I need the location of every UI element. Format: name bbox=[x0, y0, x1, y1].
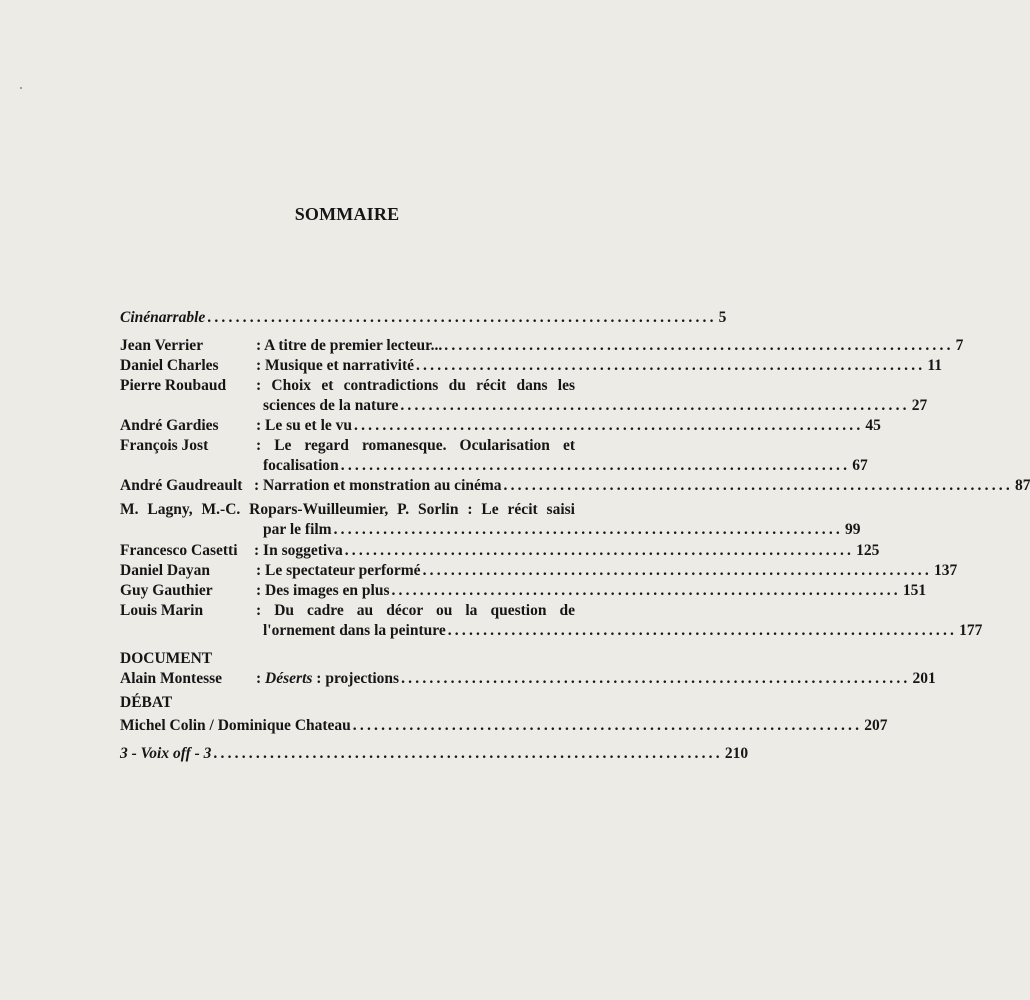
section-heading-debat: DÉBAT bbox=[120, 694, 173, 711]
toc-entry-title-cont: par le film bbox=[263, 521, 332, 538]
toc-title-line: : Le su et le vu ........................................................................ 45 bbox=[256, 417, 881, 434]
toc-title-line: : Le spectateur performé ........................................................................ 137 bbox=[256, 562, 958, 579]
toc-author: Daniel Charles bbox=[120, 357, 219, 374]
toc-entry-title bbox=[256, 669, 399, 689]
dot-leader: ........................................................................ bbox=[213, 745, 723, 762]
toc-author: Michel Colin / Dominique Chateau bbox=[120, 717, 351, 734]
toc-title-line: focalisation ........................................................................ 67 bbox=[263, 457, 868, 474]
toc-title-line: : In soggetiva ........................................................................ 125 bbox=[254, 542, 880, 559]
toc-title-line: sciences de la nature ........................................................................ 27 bbox=[263, 397, 928, 414]
toc-entry-title: 3 - Voix off - 3 bbox=[120, 745, 212, 762]
toc-entry-title-cont: l'ornement dans la peinture bbox=[263, 622, 446, 639]
dot-leader: ........................................................................ bbox=[400, 397, 910, 414]
page-title: SOMMAIRE bbox=[294, 204, 400, 224]
dot-leader: ........................................................................ bbox=[391, 582, 901, 599]
toc-author: Pierre Roubaud bbox=[120, 377, 227, 394]
dot-leader: ........................................................................ bbox=[447, 622, 958, 639]
toc-author: Louis Marin bbox=[120, 602, 204, 619]
toc-entry-title: : Le regard romanesque. Ocularisation et bbox=[256, 437, 575, 454]
dot-leader: ........................................................................ bbox=[352, 717, 863, 734]
toc-title-line: : A titre de premier lecteur... ........................................................................ 7 bbox=[256, 337, 964, 354]
toc-entry-title: : Du cadre au décor ou la question de bbox=[256, 602, 575, 619]
toc-entry-title-cont: sciences de la nature bbox=[263, 397, 399, 414]
title-suffix: : projections bbox=[312, 670, 400, 687]
toc-title-line: par le film ........................................................................ 99 bbox=[263, 521, 861, 538]
toc-author: André Gardies bbox=[120, 417, 219, 434]
title-prefix: : bbox=[256, 670, 266, 687]
dot-leader: ........................................................................ bbox=[401, 670, 911, 687]
paper-speck bbox=[20, 87, 22, 89]
toc-entry-title: : Le su et le vu bbox=[256, 417, 353, 434]
toc-author: Alain Montesse bbox=[120, 670, 223, 687]
toc-entry-title: Cinénarrable bbox=[120, 309, 206, 326]
toc-entry-title: : Narration et monstration au cinéma bbox=[254, 477, 502, 494]
dot-leader: ........................................................................ bbox=[503, 477, 1013, 494]
toc-title-line: : Musique et narrativité ........................................................................ 11 bbox=[256, 357, 943, 374]
toc-entry-voix-off[interactable]: 3 - Voix off - 3 ........................................................................ 210 bbox=[120, 745, 749, 762]
dot-leader: ........................................................................ bbox=[422, 562, 932, 579]
dot-leader: ........................................................................ bbox=[344, 542, 855, 559]
dot-leader: ........................................................................ bbox=[340, 457, 851, 474]
toc-entry-title-cont: focalisation bbox=[263, 457, 339, 474]
dot-leader: ........................................................................ bbox=[207, 309, 717, 326]
toc-entry-debat[interactable]: Michel Colin / Dominique Chateau ........................................................................ 207 bbox=[120, 717, 888, 734]
section-heading-document: DOCUMENT bbox=[120, 650, 213, 667]
toc-author: André Gaudreault bbox=[120, 477, 243, 494]
toc-entry-title: : Musique et narrativité bbox=[256, 357, 414, 374]
toc-author: Francesco Casetti bbox=[120, 542, 238, 559]
toc-entry-title: : Choix et contradictions du récit dans les bbox=[256, 377, 575, 394]
toc-entry-title: : Le spectateur performé bbox=[256, 562, 421, 579]
toc-title-line: : Narration et monstration au cinéma ........................................................................ 87 bbox=[254, 477, 1030, 494]
dot-leader: ........................................................................ bbox=[415, 357, 926, 374]
dot-leader: ........................................................................ bbox=[444, 337, 954, 354]
toc-entry-intro[interactable]: Cinénarrable ........................................................................ 5 bbox=[120, 309, 727, 326]
toc-author: François Jost bbox=[120, 437, 209, 454]
toc-entry-title: : A titre de premier lecteur... bbox=[256, 337, 443, 354]
toc-entry-title: : In soggetiva bbox=[254, 542, 343, 559]
title-italic: Déserts bbox=[265, 670, 313, 687]
toc-title-line: l'ornement dans la peinture ........................................................................ 177 bbox=[263, 622, 983, 639]
toc-author: Jean Verrier bbox=[120, 337, 204, 354]
toc-author: Daniel Dayan bbox=[120, 562, 210, 579]
toc-authors-and-title: M. Lagny, M.-C. Ropars-Wuilleumier, P. Sorlin : Le récit saisi bbox=[120, 501, 575, 518]
toc-title-line: : Des images en plus ........................................................................ 151 bbox=[256, 582, 927, 599]
toc-title-line: : Déserts : projections ........................................................................ 201 bbox=[256, 670, 936, 687]
dot-leader: ........................................................................ bbox=[333, 521, 843, 538]
toc-author: Guy Gauthier bbox=[120, 582, 213, 599]
toc-entry-title: : Des images en plus bbox=[256, 582, 390, 599]
dot-leader: ........................................................................ bbox=[354, 417, 864, 434]
